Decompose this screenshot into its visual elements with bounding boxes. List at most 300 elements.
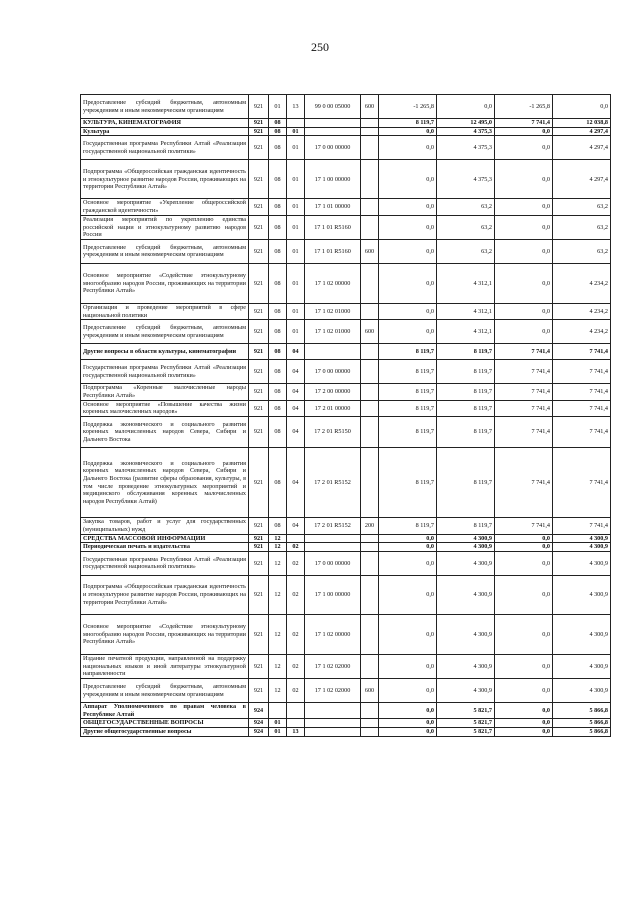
table-row	[81, 360, 611, 384]
row-amount-1-cell: 8 119,7	[379, 119, 437, 128]
row-amount-3-cell: 7 741,4	[495, 417, 553, 448]
row-amount-4-cell: 4 300,9	[553, 575, 611, 614]
row-amount-1-cell: 0,0	[379, 551, 437, 575]
row-amount-2-cell: 8 119,7	[437, 400, 495, 416]
row-section-cell: 08	[269, 215, 287, 239]
row-section-cell: 08	[269, 360, 287, 384]
row-amount-3-cell: 0,0	[495, 654, 553, 678]
row-amount-2-cell: 63,2	[437, 199, 495, 215]
row-ved-cell: 921	[249, 654, 269, 678]
row-amount-3-cell: 7 741,4	[495, 344, 553, 360]
row-amount-3-cell: 0,0	[495, 263, 553, 303]
row-expense-type-cell	[361, 303, 379, 319]
row-amount-1-cell: -1 265,8	[379, 95, 437, 119]
row-subsection-cell: 01	[287, 136, 305, 160]
row-target-article-cell: 99 0 00 05000	[305, 95, 361, 119]
row-amount-2-cell: 8 119,7	[437, 448, 495, 518]
row-amount-4-cell: 4 300,9	[553, 534, 611, 543]
row-amount-4-cell: 5 866,8	[553, 703, 611, 719]
row-amount-3-cell: 0,0	[495, 551, 553, 575]
row-target-article-cell	[305, 127, 361, 136]
row-amount-3-cell: 0,0	[495, 127, 553, 136]
row-amount-2-cell: 0,0	[437, 95, 495, 119]
row-subsection-cell: 04	[287, 360, 305, 384]
row-section-cell: 08	[269, 127, 287, 136]
row-target-article-cell: 17 1 02 01000	[305, 320, 361, 344]
row-amount-4-cell: 7 741,4	[553, 518, 611, 534]
row-section-cell: 12	[269, 654, 287, 678]
row-subsection-cell: 01	[287, 199, 305, 215]
table-row	[81, 417, 611, 448]
row-amount-2-cell: 8 119,7	[437, 518, 495, 534]
row-name-cell: Государственная программа Республики Алтай «Реализация государственной национальной политики»	[81, 551, 249, 575]
row-expense-type-cell	[361, 534, 379, 543]
table-row	[81, 95, 611, 119]
row-target-article-cell: 17 1 01 R5160	[305, 239, 361, 263]
row-amount-4-cell: 7 741,4	[553, 360, 611, 384]
row-amount-3-cell: 0,0	[495, 575, 553, 614]
row-amount-2-cell: 4 375,3	[437, 136, 495, 160]
row-section-cell: 08	[269, 199, 287, 215]
row-name-cell: Организация и проведение мероприятий в сфере национальной политики	[81, 303, 249, 319]
row-subsection-cell: 02	[287, 551, 305, 575]
row-ved-cell: 921	[249, 160, 269, 199]
table-row	[81, 614, 611, 654]
row-amount-2-cell: 4 375,3	[437, 160, 495, 199]
row-amount-1-cell: 0,0	[379, 575, 437, 614]
row-target-article-cell: 17 2 01 00000	[305, 400, 361, 416]
row-subsection-cell: 02	[287, 654, 305, 678]
row-section-cell: 12	[269, 679, 287, 703]
row-name-cell: Предоставление субсидий бюджетным, автономным учреждениям и иным некоммерческим организациям	[81, 239, 249, 263]
row-target-article-cell	[305, 344, 361, 360]
row-name-cell: Аппарат Уполномоченного по правам человека в Республике Алтай	[81, 703, 249, 719]
row-ved-cell: 921	[249, 136, 269, 160]
row-name-cell: Закупка товаров, работ и услуг для государственных (муниципальных) нужд	[81, 518, 249, 534]
row-expense-type-cell	[361, 127, 379, 136]
row-amount-4-cell: 7 741,4	[553, 417, 611, 448]
row-amount-4-cell: 63,2	[553, 215, 611, 239]
row-amount-4-cell: 4 300,9	[553, 614, 611, 654]
row-name-cell: Издание печатной продукции, направленной на поддержку национальных языков и иной литературы этнокультурной направленности	[81, 654, 249, 678]
table-row	[81, 654, 611, 678]
row-amount-2-cell: 8 119,7	[437, 360, 495, 384]
row-target-article-cell	[305, 728, 361, 737]
row-name-cell: Основное мероприятие «Повышение качества жизни коренных малочисленных народов»	[81, 400, 249, 416]
row-name-cell: Периодическая печать и издательства	[81, 543, 249, 552]
row-amount-1-cell: 8 119,7	[379, 360, 437, 384]
row-amount-1-cell: 8 119,7	[379, 384, 437, 400]
row-section-cell: 08	[269, 320, 287, 344]
row-ved-cell: 924	[249, 719, 269, 728]
row-target-article-cell: 17 1 00 00000	[305, 160, 361, 199]
row-amount-2-cell: 4 312,1	[437, 263, 495, 303]
row-name-cell: Основное мероприятие «Содействие этнокультурному многообразию народов России, проживающих на территории Республики Алтай»	[81, 614, 249, 654]
row-ved-cell: 921	[249, 303, 269, 319]
row-ved-cell: 921	[249, 119, 269, 128]
row-section-cell: 08	[269, 417, 287, 448]
table-row	[81, 719, 611, 728]
row-amount-1-cell: 0,0	[379, 719, 437, 728]
row-amount-3-cell: 0,0	[495, 543, 553, 552]
row-target-article-cell: 17 2 01 R5150	[305, 417, 361, 448]
row-amount-3-cell: 7 741,4	[495, 448, 553, 518]
row-amount-4-cell: 4 234,2	[553, 263, 611, 303]
row-amount-4-cell: 7 741,4	[553, 448, 611, 518]
row-amount-4-cell: 4 297,4	[553, 136, 611, 160]
table-row	[81, 703, 611, 719]
row-expense-type-cell	[361, 543, 379, 552]
row-target-article-cell: 17 0 00 00000	[305, 136, 361, 160]
row-target-article-cell	[305, 543, 361, 552]
row-target-article-cell: 17 1 01 00000	[305, 199, 361, 215]
row-amount-3-cell: 0,0	[495, 160, 553, 199]
row-amount-3-cell: 0,0	[495, 728, 553, 737]
row-ved-cell: 921	[249, 543, 269, 552]
budget-table	[80, 94, 611, 737]
row-expense-type-cell: 600	[361, 679, 379, 703]
row-amount-1-cell: 0,0	[379, 703, 437, 719]
row-expense-type-cell	[361, 551, 379, 575]
row-amount-1-cell: 8 119,7	[379, 344, 437, 360]
row-target-article-cell: 17 1 02 02000	[305, 654, 361, 678]
budget-table-body	[81, 95, 611, 737]
row-subsection-cell: 02	[287, 679, 305, 703]
table-row	[81, 543, 611, 552]
table-row	[81, 215, 611, 239]
row-amount-4-cell: 4 297,4	[553, 127, 611, 136]
row-amount-1-cell: 0,0	[379, 614, 437, 654]
row-subsection-cell: 04	[287, 518, 305, 534]
row-amount-1-cell: 0,0	[379, 679, 437, 703]
row-target-article-cell: 17 2 01 R5152	[305, 448, 361, 518]
row-target-article-cell: 17 0 00 00000	[305, 360, 361, 384]
row-amount-3-cell: 0,0	[495, 199, 553, 215]
row-expense-type-cell	[361, 719, 379, 728]
row-name-cell: Государственная программа Республики Алтай «Реализация государственной национальной политики»	[81, 360, 249, 384]
row-expense-type-cell	[361, 654, 379, 678]
row-target-article-cell: 17 1 02 02000	[305, 679, 361, 703]
row-amount-4-cell: 5 866,8	[553, 719, 611, 728]
row-amount-3-cell: 0,0	[495, 679, 553, 703]
row-amount-3-cell: 0,0	[495, 703, 553, 719]
row-target-article-cell	[305, 534, 361, 543]
row-name-cell: Предоставление субсидий бюджетным, автономным учреждениям и иным некоммерческим организациям	[81, 320, 249, 344]
row-expense-type-cell: 600	[361, 239, 379, 263]
row-expense-type-cell	[361, 417, 379, 448]
row-target-article-cell	[305, 119, 361, 128]
row-expense-type-cell: 600	[361, 95, 379, 119]
row-expense-type-cell	[361, 400, 379, 416]
row-subsection-cell: 04	[287, 344, 305, 360]
row-section-cell: 08	[269, 160, 287, 199]
row-amount-2-cell: 4 300,9	[437, 543, 495, 552]
row-name-cell: СРЕДСТВА МАССОВОЙ ИНФОРМАЦИИ	[81, 534, 249, 543]
row-subsection-cell: 04	[287, 400, 305, 416]
row-amount-2-cell: 4 312,1	[437, 320, 495, 344]
row-target-article-cell	[305, 703, 361, 719]
row-name-cell: Предоставление субсидий бюджетным, автономным учреждениям и иным некоммерческим организациям	[81, 95, 249, 119]
row-name-cell: Подпрограмма «Общероссийская гражданская идентичность и этнокультурное развитие народов России, проживающих на территории Республики Алтай»	[81, 575, 249, 614]
row-name-cell: Другие общегосударственные вопросы	[81, 728, 249, 737]
row-amount-4-cell: 4 297,4	[553, 160, 611, 199]
table-row	[81, 448, 611, 518]
row-section-cell: 08	[269, 119, 287, 128]
row-target-article-cell: 17 1 02 01000	[305, 303, 361, 319]
row-amount-2-cell: 63,2	[437, 215, 495, 239]
row-subsection-cell: 04	[287, 384, 305, 400]
row-ved-cell: 921	[249, 614, 269, 654]
row-subsection-cell: 01	[287, 215, 305, 239]
row-subsection-cell: 01	[287, 263, 305, 303]
row-amount-4-cell: 4 300,9	[553, 551, 611, 575]
row-expense-type-cell	[361, 448, 379, 518]
row-ved-cell: 921	[249, 199, 269, 215]
table-row	[81, 551, 611, 575]
row-target-article-cell	[305, 719, 361, 728]
row-subsection-cell	[287, 119, 305, 128]
table-row	[81, 400, 611, 416]
row-section-cell: 12	[269, 534, 287, 543]
row-amount-4-cell: 4 234,2	[553, 303, 611, 319]
row-expense-type-cell	[361, 614, 379, 654]
row-ved-cell: 921	[249, 400, 269, 416]
row-section-cell: 08	[269, 303, 287, 319]
row-ved-cell: 921	[249, 551, 269, 575]
row-subsection-cell: 13	[287, 728, 305, 737]
row-amount-3-cell: 7 741,4	[495, 360, 553, 384]
row-section-cell: 08	[269, 263, 287, 303]
row-section-cell: 01	[269, 95, 287, 119]
row-amount-2-cell: 4 300,9	[437, 551, 495, 575]
row-section-cell: 12	[269, 551, 287, 575]
row-amount-2-cell: 5 821,7	[437, 719, 495, 728]
row-section-cell: 12	[269, 614, 287, 654]
row-amount-1-cell: 8 119,7	[379, 417, 437, 448]
row-amount-3-cell: 7 741,4	[495, 119, 553, 128]
row-amount-1-cell: 0,0	[379, 534, 437, 543]
row-amount-1-cell: 0,0	[379, 320, 437, 344]
row-ved-cell: 921	[249, 263, 269, 303]
row-amount-1-cell: 0,0	[379, 263, 437, 303]
row-name-cell: КУЛЬТУРА, КИНЕМАТОГРАФИЯ	[81, 119, 249, 128]
row-name-cell: Поддержка экономического и социального развития коренных малочисленных народов Севера, Сибири и Дальнего Востока (развитие сферы образования, культуры, в том числе проведение этнокультурных мероприятий и медицинского обслуживания коренных малочисленных народов Республики Алтай)	[81, 448, 249, 518]
row-expense-type-cell	[361, 360, 379, 384]
row-amount-2-cell: 5 821,7	[437, 728, 495, 737]
row-amount-1-cell: 0,0	[379, 127, 437, 136]
budget-table-container	[80, 94, 610, 737]
row-amount-2-cell: 8 119,7	[437, 344, 495, 360]
row-target-article-cell: 17 1 01 R5160	[305, 215, 361, 239]
row-name-cell: Реализация мероприятий по укреплению единства российской нации и этнокультурному развитию народов России	[81, 215, 249, 239]
row-section-cell: 01	[269, 728, 287, 737]
row-ved-cell: 921	[249, 127, 269, 136]
row-amount-2-cell: 4 300,9	[437, 614, 495, 654]
row-expense-type-cell	[361, 215, 379, 239]
row-amount-4-cell: 0,0	[553, 95, 611, 119]
row-target-article-cell: 17 0 00 00000	[305, 551, 361, 575]
row-amount-3-cell: 0,0	[495, 215, 553, 239]
row-subsection-cell	[287, 719, 305, 728]
row-target-article-cell: 17 1 00 00000	[305, 575, 361, 614]
row-ved-cell: 924	[249, 703, 269, 719]
table-row	[81, 160, 611, 199]
row-section-cell: 08	[269, 448, 287, 518]
row-amount-2-cell: 4 375,3	[437, 127, 495, 136]
row-subsection-cell: 02	[287, 575, 305, 614]
row-name-cell: Государственная программа Республики Алтай «Реализация государственной национальной политики»	[81, 136, 249, 160]
row-ved-cell: 921	[249, 95, 269, 119]
row-amount-2-cell: 8 119,7	[437, 384, 495, 400]
row-ved-cell: 921	[249, 417, 269, 448]
row-amount-1-cell: 0,0	[379, 199, 437, 215]
row-name-cell: Подпрограмма «Коренные малочисленные народы Республики Алтай»	[81, 384, 249, 400]
row-name-cell: Подпрограмма «Общероссийская гражданская идентичность и этнокультурное развитие народов России, проживающих на территории Республики Алтай»	[81, 160, 249, 199]
row-target-article-cell: 17 2 00 00000	[305, 384, 361, 400]
row-section-cell	[269, 703, 287, 719]
row-subsection-cell: 01	[287, 303, 305, 319]
row-subsection-cell: 01	[287, 160, 305, 199]
row-amount-4-cell: 4 234,2	[553, 320, 611, 344]
row-ved-cell: 921	[249, 518, 269, 534]
row-expense-type-cell	[361, 136, 379, 160]
row-amount-1-cell: 0,0	[379, 543, 437, 552]
table-row	[81, 384, 611, 400]
row-subsection-cell: 01	[287, 239, 305, 263]
row-subsection-cell: 01	[287, 127, 305, 136]
row-amount-2-cell: 63,2	[437, 239, 495, 263]
row-ved-cell: 921	[249, 679, 269, 703]
table-row	[81, 679, 611, 703]
row-target-article-cell: 17 1 02 00000	[305, 263, 361, 303]
row-expense-type-cell: 600	[361, 320, 379, 344]
row-amount-4-cell: 63,2	[553, 239, 611, 263]
row-expense-type-cell	[361, 199, 379, 215]
row-section-cell: 08	[269, 400, 287, 416]
row-amount-1-cell: 0,0	[379, 303, 437, 319]
row-amount-3-cell: 0,0	[495, 719, 553, 728]
row-amount-4-cell: 63,2	[553, 199, 611, 215]
row-amount-1-cell: 0,0	[379, 239, 437, 263]
row-amount-3-cell: 7 741,4	[495, 384, 553, 400]
row-expense-type-cell: 200	[361, 518, 379, 534]
row-ved-cell: 921	[249, 534, 269, 543]
row-subsection-cell: 13	[287, 95, 305, 119]
table-row	[81, 534, 611, 543]
row-amount-2-cell: 12 495,0	[437, 119, 495, 128]
row-amount-1-cell: 0,0	[379, 136, 437, 160]
row-ved-cell: 921	[249, 360, 269, 384]
row-amount-4-cell: 7 741,4	[553, 384, 611, 400]
row-section-cell: 12	[269, 575, 287, 614]
row-ved-cell: 921	[249, 239, 269, 263]
row-section-cell: 08	[269, 518, 287, 534]
table-row	[81, 239, 611, 263]
row-name-cell: Другие вопросы в области культуры, кинематографии	[81, 344, 249, 360]
row-ved-cell: 921	[249, 384, 269, 400]
row-amount-1-cell: 0,0	[379, 728, 437, 737]
row-subsection-cell	[287, 703, 305, 719]
row-expense-type-cell	[361, 160, 379, 199]
row-subsection-cell: 02	[287, 614, 305, 654]
row-amount-3-cell: 0,0	[495, 320, 553, 344]
table-row	[81, 320, 611, 344]
row-amount-2-cell: 4 312,1	[437, 303, 495, 319]
table-row	[81, 127, 611, 136]
row-name-cell: Предоставление субсидий бюджетным, автономным учреждениям и иным некоммерческим организациям	[81, 679, 249, 703]
table-row	[81, 136, 611, 160]
table-row	[81, 344, 611, 360]
row-target-article-cell: 17 2 01 R5152	[305, 518, 361, 534]
row-amount-4-cell: 4 300,9	[553, 543, 611, 552]
table-row	[81, 303, 611, 319]
row-amount-2-cell: 4 300,9	[437, 679, 495, 703]
row-amount-2-cell: 5 821,7	[437, 703, 495, 719]
table-row	[81, 518, 611, 534]
row-section-cell: 08	[269, 136, 287, 160]
row-section-cell: 08	[269, 384, 287, 400]
row-expense-type-cell	[361, 575, 379, 614]
row-expense-type-cell	[361, 384, 379, 400]
row-amount-2-cell: 4 300,9	[437, 575, 495, 614]
row-section-cell: 08	[269, 344, 287, 360]
row-ved-cell: 921	[249, 215, 269, 239]
row-section-cell: 08	[269, 239, 287, 263]
row-amount-4-cell: 5 866,8	[553, 728, 611, 737]
row-amount-1-cell: 0,0	[379, 215, 437, 239]
row-amount-3-cell: -1 265,8	[495, 95, 553, 119]
row-amount-4-cell: 12 038,8	[553, 119, 611, 128]
row-ved-cell: 924	[249, 728, 269, 737]
row-amount-2-cell: 4 300,9	[437, 654, 495, 678]
row-expense-type-cell	[361, 728, 379, 737]
row-amount-3-cell: 0,0	[495, 534, 553, 543]
page-number: 250	[311, 40, 329, 54]
row-section-cell: 12	[269, 543, 287, 552]
row-amount-1-cell: 0,0	[379, 654, 437, 678]
row-subsection-cell	[287, 534, 305, 543]
row-expense-type-cell	[361, 703, 379, 719]
row-amount-3-cell: 0,0	[495, 136, 553, 160]
row-subsection-cell: 04	[287, 448, 305, 518]
row-expense-type-cell	[361, 344, 379, 360]
row-expense-type-cell	[361, 263, 379, 303]
row-section-cell: 01	[269, 719, 287, 728]
row-name-cell: Основное мероприятие «Содействие этнокультурному многообразию народов России, проживающих на территории Республики Алтай»	[81, 263, 249, 303]
row-name-cell: Поддержка экономического и социального развития коренных малочисленных народов Севера, Сибири и Дальнего Востока	[81, 417, 249, 448]
row-amount-3-cell: 0,0	[495, 614, 553, 654]
row-name-cell: Культура	[81, 127, 249, 136]
row-name-cell: Основное мероприятие «Укрепление общероссийской гражданской идентичности»	[81, 199, 249, 215]
row-amount-2-cell: 8 119,7	[437, 417, 495, 448]
row-target-article-cell: 17 1 02 00000	[305, 614, 361, 654]
row-amount-4-cell: 7 741,4	[553, 400, 611, 416]
row-amount-3-cell: 0,0	[495, 239, 553, 263]
row-ved-cell: 921	[249, 575, 269, 614]
row-subsection-cell: 04	[287, 417, 305, 448]
table-row	[81, 263, 611, 303]
row-amount-1-cell: 8 119,7	[379, 400, 437, 416]
table-row	[81, 199, 611, 215]
row-expense-type-cell	[361, 119, 379, 128]
row-amount-3-cell: 0,0	[495, 303, 553, 319]
table-row	[81, 575, 611, 614]
row-amount-3-cell: 7 741,4	[495, 518, 553, 534]
row-ved-cell: 921	[249, 448, 269, 518]
row-name-cell: ОБЩЕГОСУДАРСТВЕННЫЕ ВОПРОСЫ	[81, 719, 249, 728]
row-subsection-cell: 01	[287, 320, 305, 344]
table-row	[81, 728, 611, 737]
